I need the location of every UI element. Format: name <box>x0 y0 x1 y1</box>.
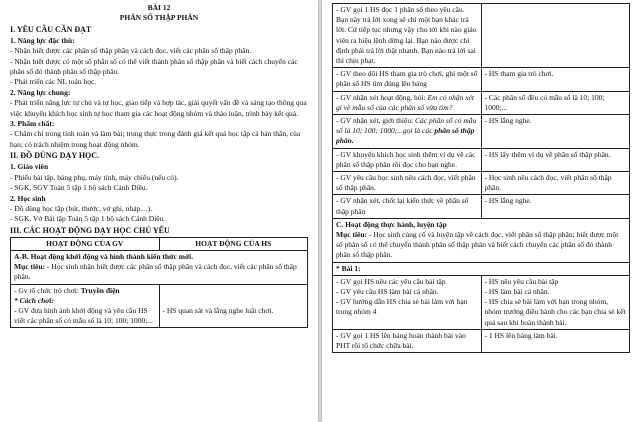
table-row <box>333 218 630 262</box>
document-page-left[interactable] <box>0 0 318 422</box>
table-row <box>333 329 630 352</box>
teacher-cell: - GV khuyến khích học sinh thêm ví dụ về các phân số thập phân rồi đọc cho bạn nghe. <box>333 148 482 171</box>
student-cell: - Các phân số đều có mẫu số là 10; 100; 1000;... <box>481 91 630 114</box>
student-cell <box>481 4 630 68</box>
exercise-label: * Bài 1: <box>333 262 630 275</box>
teacher-cell: - GV nhận xét, chốt lại kiến thức về phân số thập phân <box>333 195 482 218</box>
teacher-cell: - GV nhận xét, giới thiệu: Các phân số có mẫu số là 10; 100; 1000;...gọi là các phân số thập phân. <box>333 115 482 149</box>
teacher-cell: - GV theo dõi HS tham gia trò chơi, ghi một số phân số HS tìm đúng lên bảng <box>333 68 482 91</box>
table-row <box>11 284 308 328</box>
column-header-teacher: HOẠT ĐỘNG CỦA GV <box>11 237 160 250</box>
activities-table <box>10 237 308 329</box>
activity-goal: Mục tiêu: - Học sinh nhận biết được các phân số thập phân và cách đọc, viết các phân số thập phân. <box>14 262 297 282</box>
section-row <box>11 250 308 284</box>
section-row <box>333 218 630 262</box>
teacher-cell: - GV gọi 1 HS lên bảng hoàn thành bài vào PHT rồi tổ chức chữa bài. <box>333 329 482 352</box>
teacher-cell: - GV gọi 1 HS đọc 1 phân số theo yêu cầu. Bạn này trả lời xong sẽ chỉ một bạn khác trả lời. Cứ tiếp tục nhưng vậy cho tới khi nào giáo viên ra hiệu lệnh dừng lại. Bạn nào được chỉ định phải trả lời thật nhanh. Bạn nào trả lời sai thì chịu phạt. <box>333 4 482 68</box>
document-page-right[interactable] <box>322 0 640 422</box>
student-cell: - Học sinh nêu cách đọc, viết phân số thập phân. <box>481 172 630 195</box>
paragraph: - Phát triển năng lực tự chủ và tự học, giao tiếp và hợp tác, giải quyết vấn đề và sáng tạo thông qua việc khuyến khích học sinh tự học tham gia các hoạt động nhóm và thảo luận, trình bày kết quả. <box>10 98 307 118</box>
table-row <box>333 68 630 91</box>
teacher-cell: - GV nhận xét hoạt động, hỏi: Em có nhận xét gì về mẫu số của các phân số vừa tìm? <box>333 91 482 114</box>
paragraph: - SGK, SGV Toán 5 tập 1 bộ sách Cánh Diều. <box>10 183 148 193</box>
student-cell: - 1 HS lên bảng làm bài. <box>481 329 630 352</box>
heading-qualities: 3. Phẩm chất: <box>10 119 55 129</box>
section-activities: III. CÁC HOẠT ĐỘNG DẠY HỌC CHỦ YẾU <box>10 225 170 235</box>
heading-teacher: 1. Giáo viên <box>10 162 49 172</box>
heading-student: 2. Học sinh <box>10 193 46 203</box>
paragraph: - Nhận biết được các phân số thập phân và cách đọc, viết các phân số thập phân. <box>10 46 252 56</box>
paragraph: - Đồ dùng học tập (bút, thước, vở ghi, nháp…). <box>10 203 153 213</box>
paragraph: - Phiếu bài tập, bảng phụ, máy tính, máy chiếu (nếu có). <box>10 172 179 182</box>
lesson-number: BÀI 12 <box>147 3 171 12</box>
activity-goal: Mục tiêu: - Học sinh củng cố và luyện tập về cách đọc, viết phân số thập phân; biết được một số phân số có thể chuyển thành phân số thập phân và biết cách chuyển các phân số đó thành phân số thập phân. <box>336 230 619 260</box>
table-row <box>333 4 630 68</box>
student-cell: - HS tham gia trò chơi. <box>481 68 630 91</box>
table-row <box>333 172 630 195</box>
paragraph: - Nhận biết được có một số phân số có thể viết thành phân số thập phân và biết cách chuyển các phân số đó thành phân số thập phân. <box>10 56 298 77</box>
table-row <box>11 250 308 284</box>
lesson-title: PHÂN SỐ THẬP PHÂN <box>119 13 199 23</box>
activities-table-continued <box>332 3 630 353</box>
paragraph: - SGK, Vở Bài tập Toán 5 tập 1 bộ sách Cánh Diều. <box>10 214 166 224</box>
column-header-student: HOẠT ĐỘNG CỦA HS <box>159 237 308 250</box>
table-row <box>333 115 630 149</box>
student-cell: - HS lắng nghe. <box>481 195 630 218</box>
student-cell: - HS lấy thêm ví dụ về phân số thập phân. <box>481 148 630 171</box>
student-cell: - HS lắng nghe. <box>481 115 630 149</box>
section-requirements: I. YÊU CẦU CẦN ĐẠT <box>10 24 92 34</box>
heading-specific-competence: 1. Năng lực đặc thù: <box>10 35 75 45</box>
paragraph: - Phát triển các NL toán học. <box>10 77 97 87</box>
activity-title: C. Hoạt động thực hành, luyện tập <box>336 219 447 229</box>
student-cell: - HS nêu yêu cầu bài tập - HS làm bài cá nhân. - HS chia sẻ bài làm với bạn trong nhóm, nhóm trưởng điều hành cho các bạn chia sẻ kết quả sau khi hoàn thành bài. <box>481 275 630 329</box>
table-row <box>333 275 630 329</box>
heading-general-competence: 2. Năng lực chung: <box>10 87 71 97</box>
section-materials: II. ĐỒ DÙNG DẠY HỌC. <box>10 151 100 161</box>
teacher-cell: - GV yêu cầu học sinh nêu cách đọc, viết phân số thập phân. <box>333 172 482 195</box>
table-row <box>333 148 630 171</box>
teacher-cell: - GV gọi HS nêu các yêu cầu bài tập - GV yêu cầu HS làm bài cá nhân. - GV hướng dẫn HS chia sẻ bài làm với bạn trong nhóm 4 <box>333 275 482 329</box>
paragraph: - Chăm chỉ trong tính toán và làm bài; trung thực trong đánh giá kết quả học tập cá bản thân, của bạn; có trách nhiệm trong hoạt động nhóm. <box>10 129 301 149</box>
table-row <box>333 91 630 114</box>
table-header-row <box>11 237 308 250</box>
activity-title: A-B. Hoạt động khởi động và hình thành kiến thức mới. <box>14 251 194 261</box>
teacher-cell: - Gv tổ chức trò chơi: Truyền điện * Cách chơi: - GV đưa hình ảnh khởi động và yêu cầu HS viết các phân số có mẫu số là 10; 100; 1000;... <box>11 284 160 328</box>
table-row <box>333 262 630 275</box>
table-row <box>333 195 630 218</box>
student-cell: - HS quan sát và lắng nghe luật chơi. <box>159 284 308 328</box>
